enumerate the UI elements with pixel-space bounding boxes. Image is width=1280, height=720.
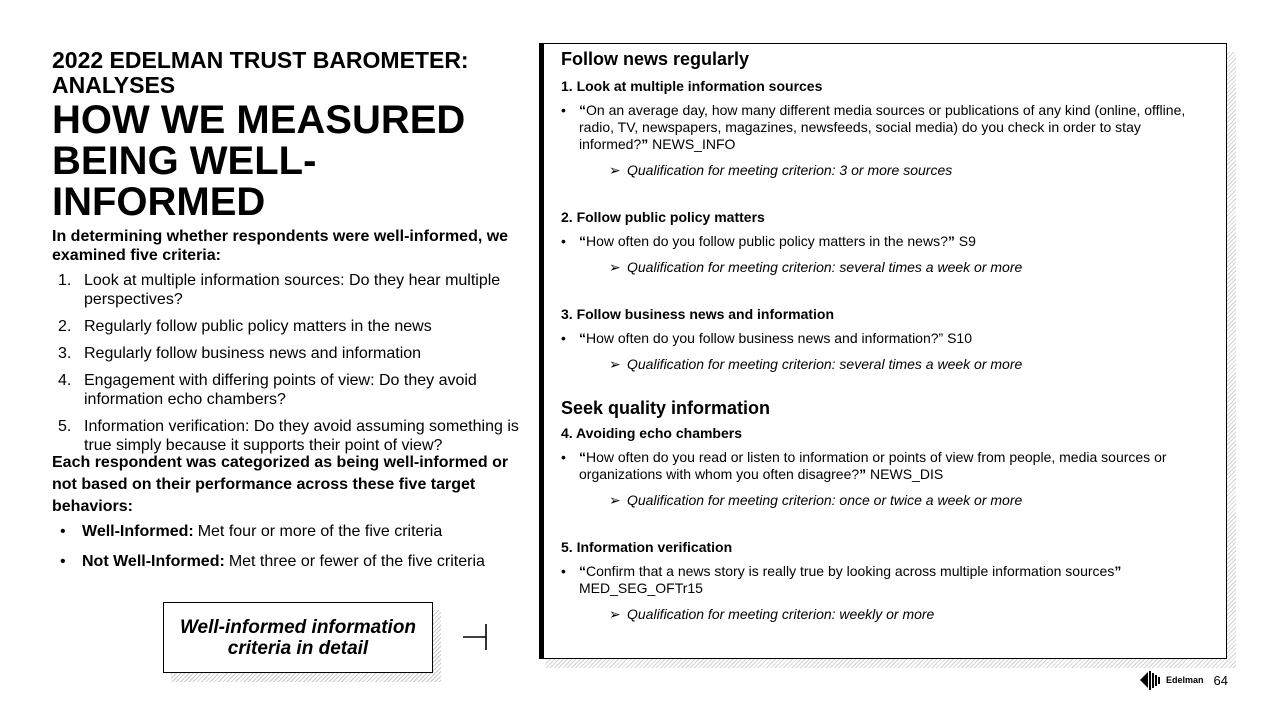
- close-quote: ”: [947, 233, 955, 249]
- survey-question: [561, 449, 1201, 483]
- question-code: S9: [954, 233, 976, 249]
- criteria-item: [52, 371, 522, 409]
- categorization-intro: Each respondent was categorized as being well-informed or not based on their performance across these five target behaviors:: [52, 454, 509, 515]
- open-quote: “: [579, 102, 586, 118]
- qualification-text: Qualification for meeting criterion: several times a week or more: [627, 356, 1023, 372]
- category-item: [52, 522, 522, 541]
- qualification-text: Qualification for meeting criterion: once or twice a week or more: [627, 492, 1023, 508]
- edelman-logo-icon: [1138, 668, 1162, 692]
- close-quote: ”: [859, 466, 867, 482]
- bullet: •: [60, 553, 66, 570]
- question-text: On an average day, how many different media sources or publications of any kind (online, offline, radio, TV, newspapers, magazines, newsfeeds, social media) do you check in order to stay informed?: [579, 102, 1186, 152]
- brand-name: Edelman: [1166, 675, 1204, 685]
- criteria-text: Information verification: Do they avoid assuming something is true simply because it supports their point of view?: [84, 418, 519, 454]
- criteria-text: Engagement with differing points of view: Do they avoid information echo chambers?: [84, 372, 477, 408]
- criteria-detail-panel: [539, 43, 1227, 659]
- category-label: Not Well-Informed:: [82, 553, 225, 570]
- criteria-item: [52, 417, 522, 455]
- qualification: [609, 606, 1201, 623]
- question-code: NEWS_DIS: [866, 466, 944, 482]
- arrow-bullet-icon: ➢: [609, 492, 621, 508]
- criterion-title: 5. Information verification: [561, 539, 733, 555]
- criteria-item: [52, 317, 522, 336]
- open-quote: “: [579, 233, 586, 249]
- qualification: [609, 356, 1201, 373]
- section-heading-follow-news: Follow news regularly: [561, 49, 750, 69]
- criteria-number: 3.: [58, 345, 72, 362]
- bullet: •: [561, 330, 566, 346]
- question-text: Confirm that a news story is really true by looking across multiple information sources: [586, 563, 1115, 579]
- question-code: MED_SEG_OFTr15: [579, 580, 703, 596]
- criteria-text: Regularly follow public policy matters in the news: [84, 318, 432, 335]
- qualification-text: Qualification for meeting criterion: several times a week or more: [627, 259, 1023, 275]
- survey-question: [561, 330, 1201, 347]
- survey-question: [561, 102, 1201, 153]
- qualification: [609, 492, 1201, 509]
- categorization-list: [52, 522, 522, 582]
- bracket-connector-icon: [462, 622, 488, 652]
- qualification-text: Qualification for meeting criterion: 3 or more sources: [627, 162, 953, 178]
- bullet: •: [60, 523, 66, 540]
- bullet: •: [561, 563, 566, 579]
- category-item: [52, 552, 522, 571]
- bullet: •: [561, 102, 566, 118]
- criteria-number: 1.: [58, 272, 72, 289]
- page-title: HOW WE MEASURED BEING WELL-INFORMED: [52, 98, 466, 224]
- qualification: [609, 162, 1201, 179]
- open-quote: “: [579, 563, 586, 579]
- question-text: How often do you read or listen to information or points of view from people, media sources or organizations with whom you often disagree?: [579, 449, 1167, 482]
- arrow-bullet-icon: ➢: [609, 259, 621, 275]
- report-kicker: 2022 EDELMAN TRUST BAROMETER: ANALYSES: [52, 47, 469, 98]
- criteria-text: Regularly follow business news and information: [84, 345, 422, 362]
- criteria-number: 2.: [58, 318, 72, 335]
- arrow-bullet-icon: ➢: [609, 606, 621, 622]
- question-text: How often do you follow business news and information?” S10: [586, 330, 972, 346]
- bullet: •: [561, 233, 566, 249]
- close-quote: ”: [641, 136, 649, 152]
- qualification: [609, 259, 1201, 276]
- criteria-text: Look at multiple information sources: Do they hear multiple perspectives?: [84, 272, 501, 308]
- question-code: NEWS_INFO: [648, 136, 736, 152]
- criterion-title: 3. Follow business news and information: [561, 306, 835, 322]
- survey-question: [561, 563, 1201, 597]
- category-label: Well-Informed:: [82, 523, 194, 540]
- callout-text: Well-informed information criteria in detail: [179, 616, 417, 659]
- criteria-item: [52, 344, 522, 363]
- question-text: How often do you follow public policy matters in the news?: [586, 233, 948, 249]
- survey-question: [561, 233, 1201, 250]
- arrow-bullet-icon: ➢: [609, 356, 621, 372]
- criterion-title: 1. Look at multiple information sources: [561, 78, 823, 94]
- arrow-bullet-icon: ➢: [609, 162, 621, 178]
- section-heading-seek-quality: Seek quality information: [561, 398, 771, 418]
- category-text: Met three or fewer of the five criteria: [228, 553, 485, 570]
- close-quote: ”: [1114, 563, 1122, 579]
- criteria-list: [52, 271, 522, 455]
- criteria-item: [52, 271, 522, 309]
- left-column: [52, 48, 522, 463]
- criteria-detail-callout: [163, 602, 433, 673]
- criteria-intro: In determining whether respondents were well-informed, we examined five criteria:: [52, 228, 509, 264]
- open-quote: “: [579, 330, 586, 346]
- qualification-text: Qualification for meeting criterion: weekly or more: [627, 606, 935, 622]
- criterion-title: 4. Avoiding echo chambers: [561, 425, 743, 441]
- criteria-number: 5.: [58, 418, 72, 435]
- criterion-title: 2. Follow public policy matters: [561, 209, 765, 225]
- criteria-number: 4.: [58, 372, 72, 389]
- category-text: Met four or more of the five criteria: [197, 523, 443, 540]
- open-quote: “: [579, 449, 586, 465]
- footer: [1138, 668, 1228, 692]
- page-number: 64: [1213, 672, 1228, 688]
- bullet: •: [561, 449, 566, 465]
